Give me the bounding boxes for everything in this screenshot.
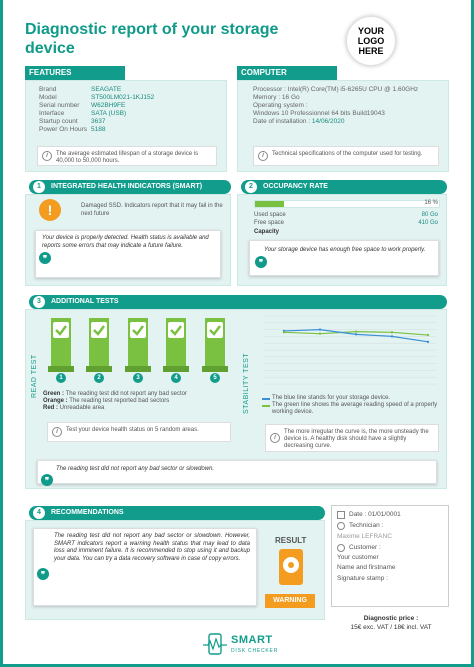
green-swatch (262, 405, 270, 407)
quote-icon: ❞ (39, 252, 51, 264)
computer-header: COMPUTER (237, 66, 337, 80)
price-label: Diagnostic price : (363, 615, 419, 622)
logo-placeholder: YOUR LOGO HERE (346, 16, 396, 66)
data-point (427, 341, 429, 343)
data-point (319, 332, 321, 334)
read-area-5 (205, 318, 225, 366)
occupancy-header: 2 OCCUPANCY RATE (241, 180, 447, 194)
form-signature: Signature stamp : (337, 575, 388, 582)
curve-note: i The more irregular the curve is, the more unsteady the device is. A healthy disk should have a slightly decreasing curve. (265, 424, 439, 452)
data-point (391, 331, 393, 333)
health-header: 1 INTEGRATED HEALTH INDICATORS (SMART) (29, 180, 231, 194)
customer-icon (337, 544, 345, 552)
read-area-3 (128, 318, 148, 366)
test-number-2: 2 (94, 373, 104, 383)
quote-icon: ❞ (41, 474, 53, 486)
data-point (319, 328, 321, 330)
occupancy-quote: Your storage device has enough free space to work properly. (249, 240, 439, 276)
computer-list: Processor : Intel(R) Core(TM) i5-6265U CPU @ 1.60GHz Memory : 16 Go Operating system : Windows 10 Professionnel 64 bits Build19043 Date of installation : 14/06/2020 (253, 86, 419, 125)
capacity-label: Capacity (254, 229, 280, 235)
chart-grid (264, 316, 436, 384)
free-value: 410 Go (418, 220, 438, 226)
form-your-customer: Your customer (337, 554, 379, 561)
info-icon: i (258, 151, 268, 161)
lifespan-note: i The average estimated lifespan of a storage device is 40,000 to 50,000 hours. (37, 146, 217, 166)
data-point (355, 330, 357, 332)
form-date: Date : 01/01/0001 (349, 511, 401, 518)
quote-icon: ❞ (255, 256, 267, 268)
form-technician: Technician : (349, 522, 384, 529)
additional-header: 3 ADDITIONAL TESTS (29, 295, 447, 309)
recommendations-quote: The reading test did not report any bad sector or slowdown. However, SMART indicators report a warning health status that may lead to data loss and imminent failure. It is recommended to stop using it and backup your data. You can try a data recovery software in case of copy errors. (33, 528, 257, 606)
info-icon: i (42, 151, 52, 161)
test-number-3: 3 (133, 373, 143, 383)
data-point (355, 333, 357, 335)
form-name: Name and firstname (337, 564, 396, 571)
footer-sub: DISK CHECKER (231, 648, 279, 654)
calendar-icon (337, 511, 345, 519)
form-technician-name: Maxime LEFRANC (337, 533, 392, 540)
footer-brand: SMART (231, 634, 273, 646)
smart-disk-logo-icon (203, 632, 227, 656)
page-title: Diagnostic report of your storage device (25, 21, 279, 57)
health-quote: Your device is properly detected. Health status is available and reports some errors that may indicate a future failure. (35, 230, 221, 278)
stability-chart (258, 312, 438, 390)
read-legend: Green : The reading test did not report any bad sector Orange : The reading test reported bad sectors Red : Unreadable area (43, 391, 187, 411)
info-icon: i (52, 427, 62, 437)
used-label: Used space (254, 212, 286, 218)
data-point (427, 334, 429, 336)
used-value: 80 Go (421, 212, 438, 218)
stability-legend: The blue line stands for your storage device. The green line shows the average reading speed of a properly working device. (262, 395, 442, 416)
quote-icon: ❞ (37, 568, 49, 580)
read-test-label: READ TEST (31, 354, 38, 398)
price-value: 15€ exc. VAT / 18€ incl. VAT (350, 624, 432, 631)
blue-swatch (262, 398, 270, 400)
read-area-4 (166, 318, 186, 366)
occupancy-percent: 16 % (424, 200, 438, 206)
stability-test-label: STABILITY TEST (243, 352, 250, 414)
warning-icon: ! (39, 199, 61, 221)
specs-note: i Technical specifications of the computer used for testing. (253, 146, 439, 166)
read-area-2 (89, 318, 109, 366)
test-number-4: 4 (171, 373, 181, 383)
test-number-5: 5 (210, 373, 220, 383)
health-test-note: i Test your device health status on 5 random areas. (47, 422, 231, 442)
free-label: Free space (254, 220, 285, 226)
read-area-1 (51, 318, 71, 366)
data-point (391, 335, 393, 337)
read-test-quote: The reading test did not report any bad sector or slowdown. (37, 460, 437, 484)
result-badge: WARNING (265, 594, 315, 608)
form-customer: Customer : (349, 544, 381, 551)
recommendations-header: 4 RECOMMENDATIONS (29, 506, 325, 520)
features-header: FEATURES (25, 66, 125, 80)
info-icon: i (270, 433, 280, 443)
features-list: Brand SEAGATE Model ST500LM021-1KJ152 Serial number W62BH9FE Interface SATA (USB) Startup count 3637 Power On Hours 5188 (39, 86, 155, 133)
health-alert: Damaged SSD. Indicators report that it may fail in the next future (81, 203, 223, 217)
disk-warning-icon (279, 549, 303, 585)
test-number-1: 1 (56, 373, 66, 383)
technician-icon (337, 522, 345, 530)
occupancy-fill (255, 201, 284, 207)
result-label: RESULT (275, 536, 307, 545)
data-point (283, 331, 285, 333)
